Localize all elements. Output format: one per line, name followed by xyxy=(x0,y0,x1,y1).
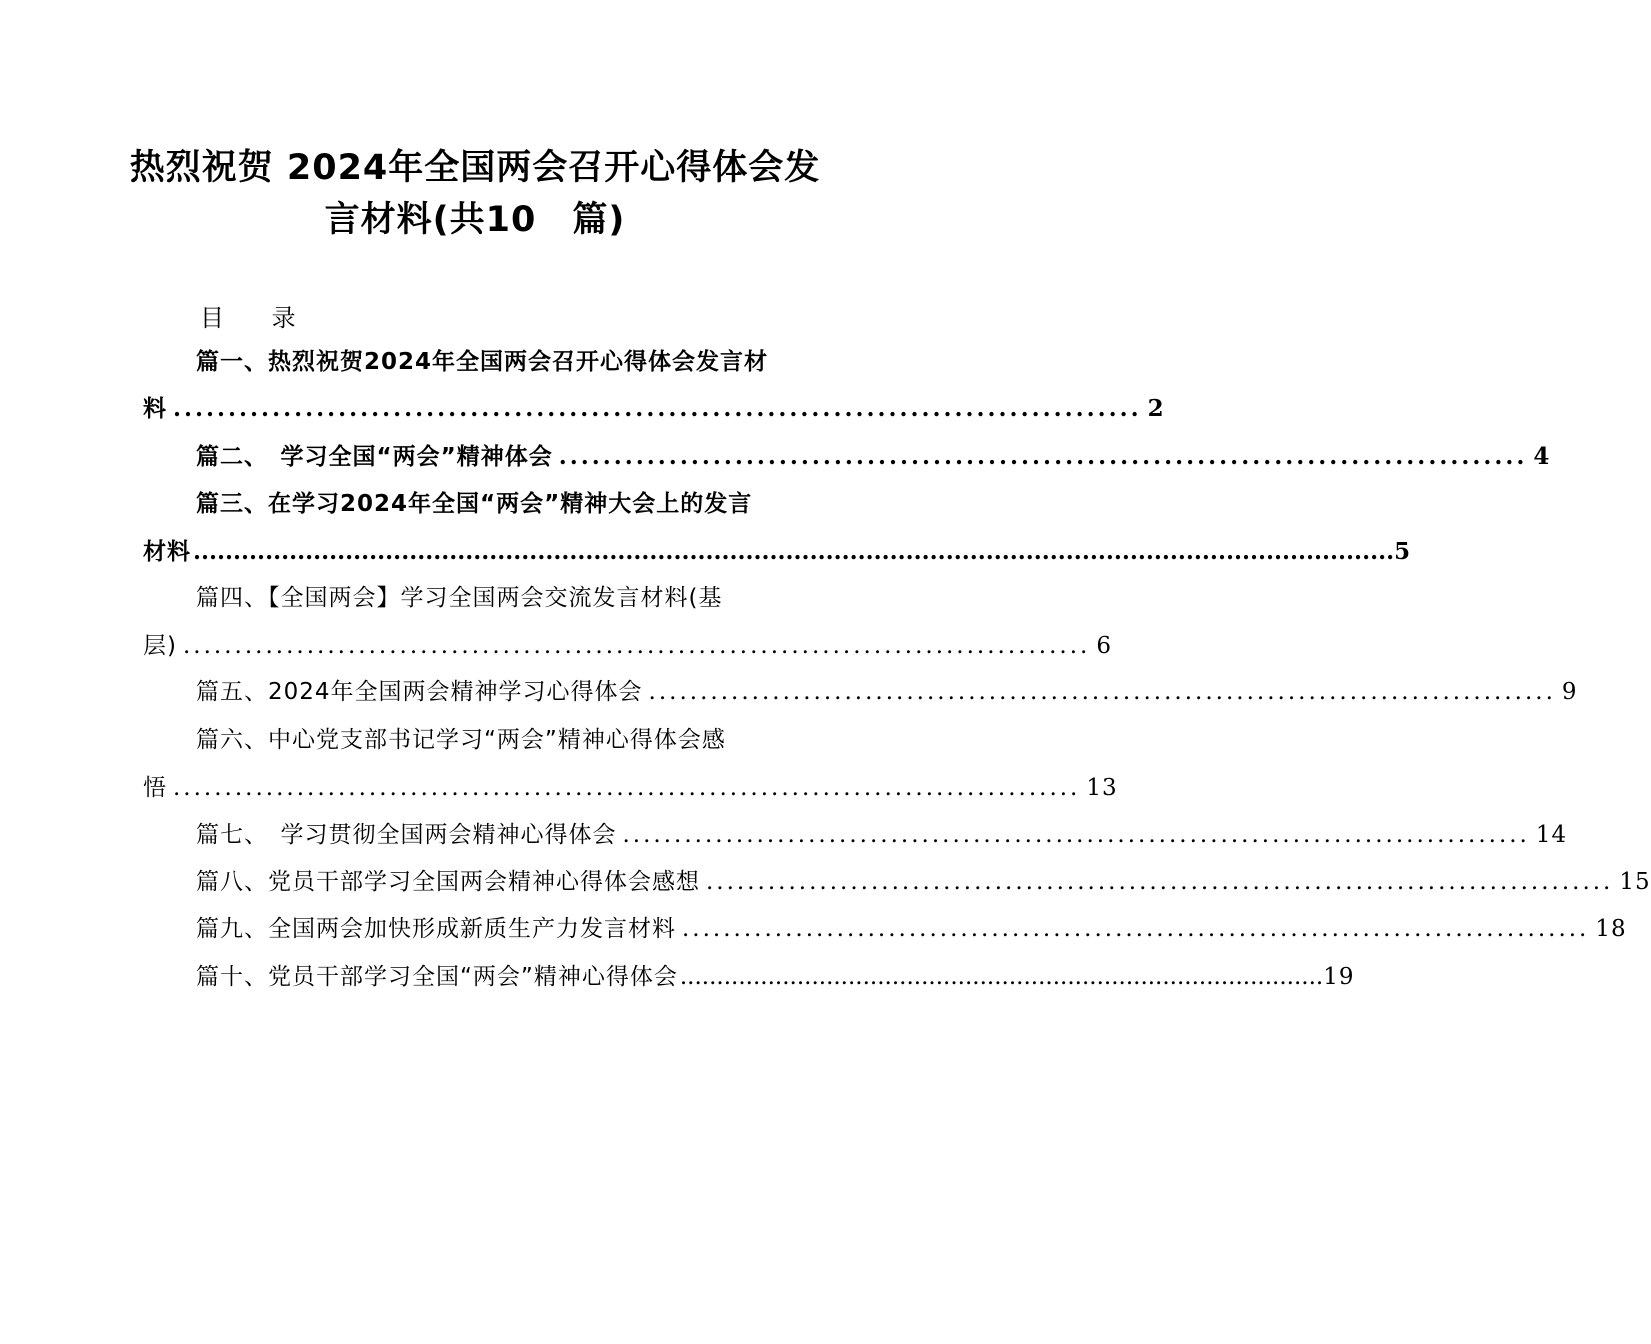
toc-leader-dots: ........................................................................................ xyxy=(182,633,1091,659)
toc-heading: 目 录 xyxy=(200,304,316,332)
toc-entry-3-title-end: 材料 xyxy=(143,539,191,565)
toc-entry-6-title-end: 悟 xyxy=(143,775,167,801)
toc-leader-dots: ........................................................................................ xyxy=(679,964,1324,990)
toc-leader-dots: ........................................................................................ xyxy=(648,679,1556,705)
toc-leader-dots: ........................................................................................ xyxy=(622,822,1530,848)
toc-leader-dots: ........................................................................................ xyxy=(682,916,1590,942)
toc-entry-9-title: 篇九、全国两会加快形成新质生产力发言材料 xyxy=(196,916,676,942)
toc-entry-1-page: 2 xyxy=(1147,395,1165,422)
toc-entry-3-continuation[interactable] xyxy=(143,534,1412,570)
toc-entry-4-title-end: 层) xyxy=(143,633,177,659)
toc-entry-9-page: 18 xyxy=(1595,916,1627,942)
toc-entry-2[interactable] xyxy=(196,439,1551,475)
toc-entry-6-title[interactable]: 篇六、中心党支部书记学习“两会”精神心得体会感 xyxy=(196,727,726,753)
toc-entry-6-page: 13 xyxy=(1086,775,1118,801)
toc-entry-9[interactable] xyxy=(196,911,1627,947)
toc-entry-8-page: 15 xyxy=(1619,869,1651,895)
toc-entry-7-title: 篇七、 学习贯彻全国两会精神心得体会 xyxy=(196,822,617,848)
toc-entry-1-title-end: 料 xyxy=(143,396,167,422)
toc-entry-8[interactable] xyxy=(196,864,1651,900)
toc-entry-10-title: 篇十、党员干部学习全国“两会”精神心得体会 xyxy=(196,964,678,990)
toc-entry-5[interactable] xyxy=(196,674,1578,710)
toc-entry-7-page: 14 xyxy=(1535,822,1568,848)
toc-entry-10[interactable] xyxy=(196,959,1355,995)
toc-leader-dots: ........................................................................................ xyxy=(173,395,1142,422)
document-title-line-2: 言材料(共10 篇) xyxy=(324,200,626,240)
toc-entry-1-continuation[interactable] xyxy=(143,391,1165,427)
toc-entry-4-continuation[interactable] xyxy=(143,628,1112,664)
toc-entry-5-title: 篇五、2024年全国两会精神学习心得体会 xyxy=(196,679,643,705)
toc-entry-7[interactable] xyxy=(196,817,1568,853)
toc-entry-6-continuation[interactable] xyxy=(143,770,1118,806)
toc-entry-2-title: 篇二、 学习全国“两会”精神体会 xyxy=(196,444,553,470)
toc-entry-3-page: 5 xyxy=(1394,538,1412,565)
toc-entry-4-title[interactable]: 篇四、【全国两会】学习全国两会交流发言材料(基 xyxy=(196,585,723,611)
toc-entry-5-page: 9 xyxy=(1561,679,1578,705)
toc-entry-8-title: 篇八、党员干部学习全国两会精神心得体会感想 xyxy=(196,869,700,895)
toc-leader-dots: ...................................................................................................................................................... xyxy=(193,538,1395,565)
document-title-line-1: 热烈祝贺 2024年全国两会召开心得体会发 xyxy=(129,148,821,188)
toc-entry-4-page: 6 xyxy=(1096,633,1112,659)
toc-leader-dots: ........................................................................................ xyxy=(558,443,1528,470)
toc-entry-3-title[interactable]: 篇三、在学习2024年全国“两会”精神大会上的发言 xyxy=(196,491,753,517)
toc-leader-dots: ........................................................................................ xyxy=(706,869,1614,895)
toc-entry-1-title[interactable]: 篇一、热烈祝贺2024年全国两会召开心得体会发言材 xyxy=(196,349,769,375)
toc-entry-2-page: 4 xyxy=(1533,443,1551,470)
toc-leader-dots: ........................................................................................ xyxy=(173,775,1081,801)
toc-entry-10-page: 19 xyxy=(1323,964,1355,990)
